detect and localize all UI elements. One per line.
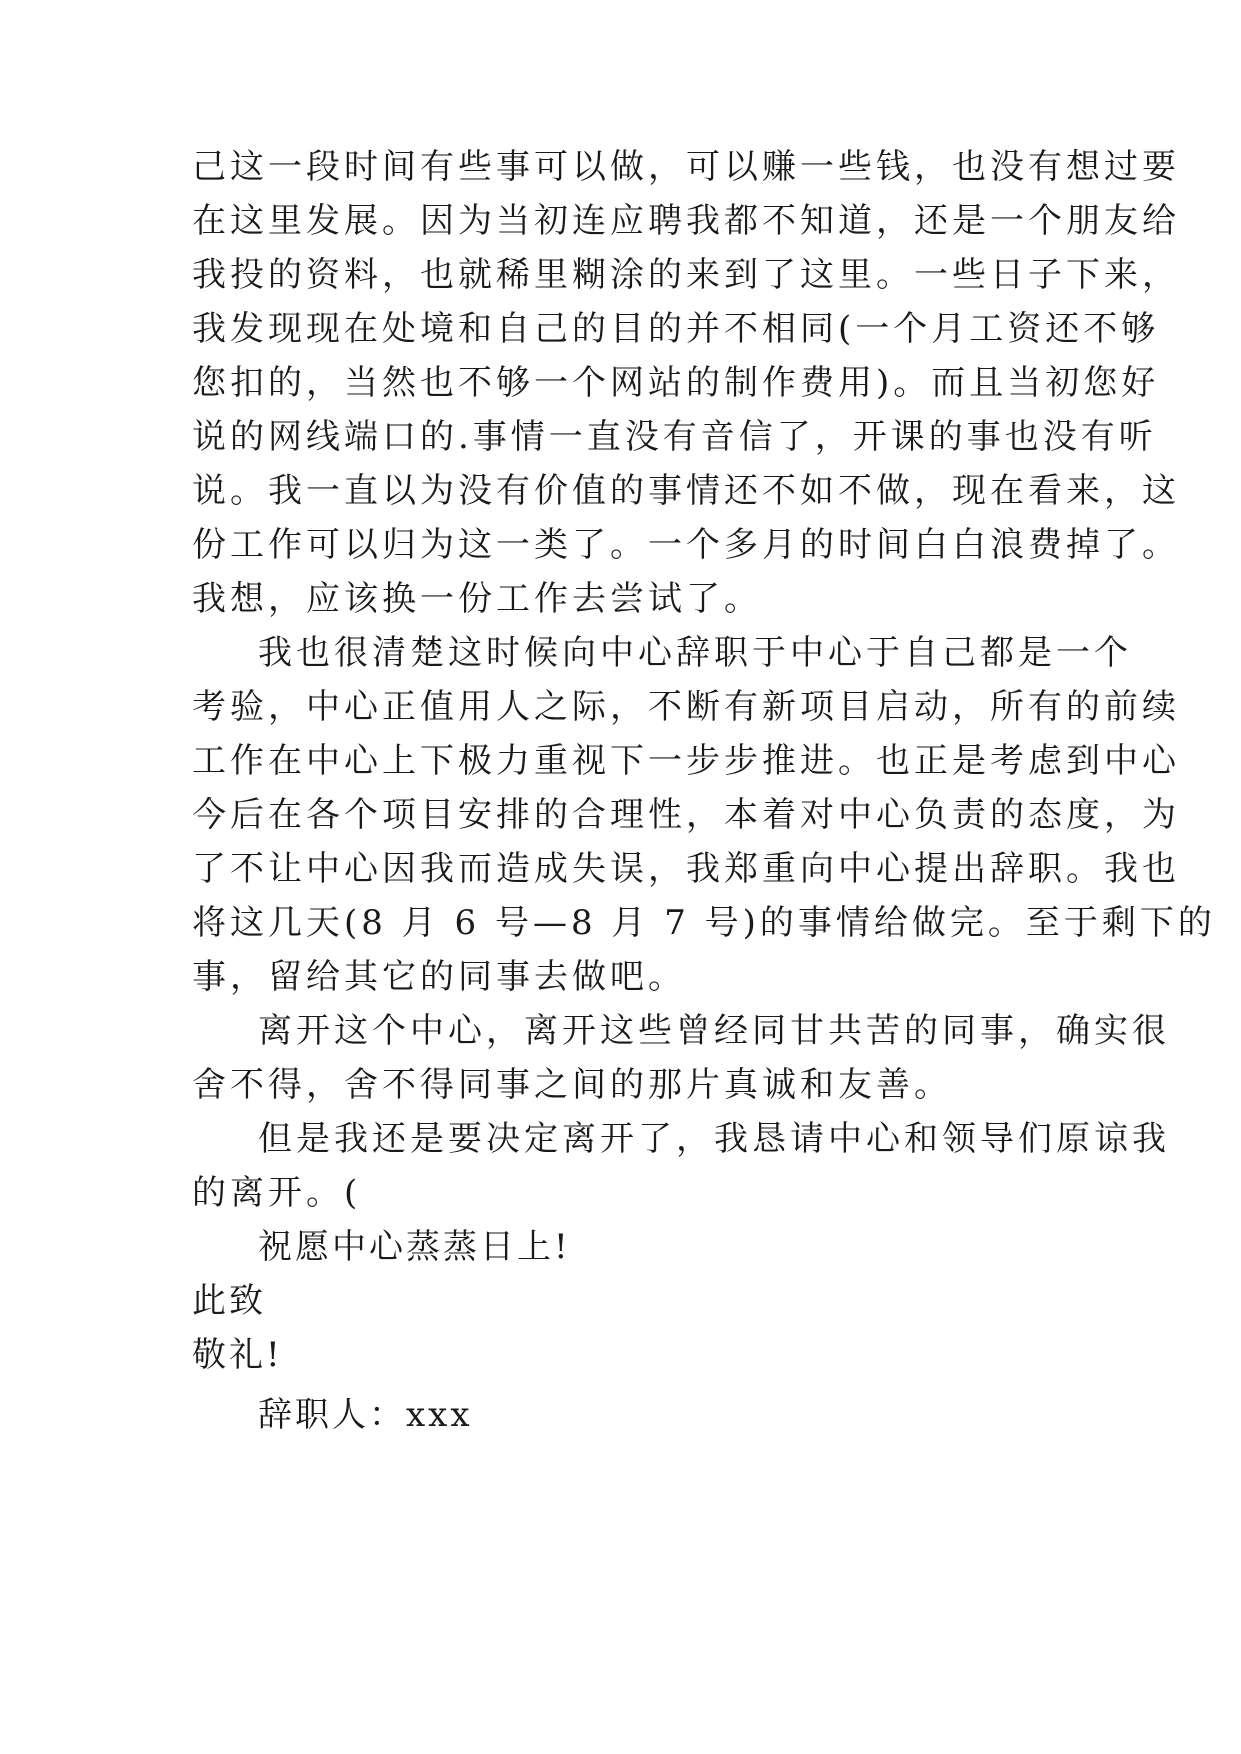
- text-line: 的离开。(: [192, 1173, 362, 1213]
- text-line: 了不让中心因我而造成失误，我郑重向中心提出辞职。我也: [192, 849, 1180, 889]
- text-line: 事，留给其它的同事去做吧。: [192, 957, 686, 997]
- text-line: 考验，中心正值用人之际，不断有新项目启动，所有的前续: [192, 687, 1180, 727]
- text-line: 将这几天(8 月 6 号—8 月 7 号)的事情给做完。至于剩下的: [192, 903, 1216, 943]
- text-line: 我投的资料，也就稀里糊涂的来到了这里。一些日子下来，: [192, 255, 1180, 295]
- paragraph-start-line: 但是我还是要决定离开了，我恳请中心和领导们原谅我: [258, 1119, 1170, 1159]
- text-line: 己这一段时间有些事可以做，可以赚一些钱，也没有想过要: [192, 147, 1180, 187]
- text-line: 我发现现在处境和自己的目的并不相同(一个月工资还不够: [192, 309, 1160, 349]
- text-line: 在这里发展。因为当初连应聘我都不知道，还是一个朋友给: [192, 201, 1180, 241]
- paragraph-start-line: 离开这个中心，离开这些曾经同甘共苦的同事，确实很: [258, 1011, 1170, 1051]
- text-line: 今后在各个项目安排的合理性，本着对中心负责的态度，为: [192, 795, 1180, 835]
- closing-wish: 祝愿中心蒸蒸日上!: [258, 1227, 571, 1267]
- text-line: 舍不得，舍不得同事之间的那片真诚和友善。: [192, 1065, 952, 1105]
- text-line: 说。我一直以为没有价值的事情还不如不做，现在看来，这: [192, 471, 1180, 511]
- text-line: 您扣的，当然也不够一个网站的制作费用)。而且当初您好: [192, 363, 1160, 403]
- text-line: 工作在中心上下极力重视下一步步推进。也正是考虑到中心: [192, 741, 1180, 781]
- text-line: 说的网线端口的.事情一直没有音信了，开课的事也没有听: [192, 417, 1157, 457]
- signature-line: 辞职人：xxx: [258, 1395, 473, 1435]
- text-line: 份工作可以归为这一类了。一个多月的时间白白浪费掉了。: [192, 525, 1180, 565]
- salutation-line: 此致: [192, 1281, 266, 1321]
- text-line: 我想，应该换一份工作去尝试了。: [192, 579, 762, 619]
- paragraph-start-line: 我也很清楚这时候向中心辞职于中心于自己都是一个: [258, 633, 1132, 673]
- regards-line: 敬礼!: [192, 1335, 283, 1375]
